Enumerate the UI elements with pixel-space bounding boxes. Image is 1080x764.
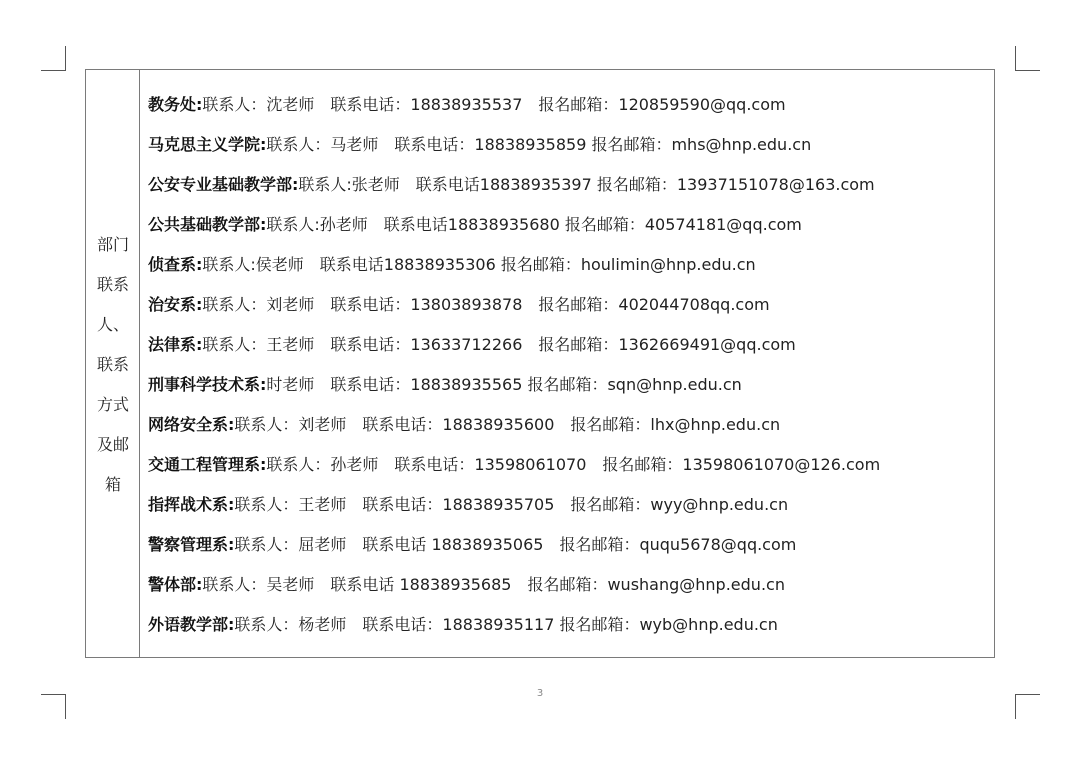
contact-entry (148, 575, 785, 595)
contact-details: 联系人：孙老师 联系电话：13598061070 报名邮箱：13598061070@126.com (266, 455, 881, 474)
department-name: 警体部: (148, 575, 203, 594)
contact-entry (148, 95, 786, 115)
contact-entry (148, 135, 811, 155)
contact-entry (148, 215, 802, 235)
contact-entry (148, 335, 796, 355)
contact-details: 联系人：王老师 联系电话：18838935705 报名邮箱：wyy@hnp.edu.cn (234, 495, 789, 514)
department-name: 公安专业基础教学部: (148, 175, 299, 194)
department-name: 法律系: (148, 335, 203, 354)
contact-entry (148, 615, 778, 635)
department-name: 公共基础教学部: (148, 215, 267, 234)
department-name: 网络安全系: (148, 415, 235, 434)
label-line: 部门 (96, 235, 129, 254)
contact-details: 联系人：沈老师 联系电话：18838935537 报名邮箱：120859590@qq.com (202, 95, 786, 114)
contact-details: 联系人:孙老师 联系电话18838935680 报名邮箱：40574181@qq.com (266, 215, 802, 234)
department-name: 马克思主义学院: (148, 135, 267, 154)
contact-entry (148, 255, 756, 275)
crop-mark-top-left (41, 46, 66, 71)
department-name: 教务处: (148, 95, 203, 114)
contact-details: 时老师 联系电话：18838935565 报名邮箱：sqn@hnp.edu.cn (266, 375, 742, 394)
department-name: 交通工程管理系: (148, 455, 267, 474)
department-name: 指挥战术系: (148, 495, 235, 514)
department-name: 外语教学部: (148, 615, 235, 634)
contact-details: 联系人：杨老师 联系电话：18838935117 报名邮箱：wyb@hnp.edu.cn (234, 615, 778, 634)
contact-entry (148, 375, 742, 395)
department-name: 警察管理系: (148, 535, 235, 554)
contact-details: 联系人:张老师 联系电话18838935397 报名邮箱：13937151078@163.com (298, 175, 875, 194)
label-line: 及邮 (96, 435, 129, 454)
contact-entry (148, 535, 796, 555)
label-line: 联系 (96, 275, 129, 294)
contact-details: 联系人：吴老师 联系电话 18838935685 报名邮箱：wushang@hnp.edu.cn (202, 575, 785, 594)
label-line: 联系 (96, 355, 129, 374)
contact-details: 联系人：刘老师 联系电话：13803893878 报名邮箱：402044708qq.com (202, 295, 770, 314)
department-name: 侦查系: (148, 255, 203, 274)
contact-entry (148, 175, 875, 195)
contact-details: 联系人:侯老师 联系电话18838935306 报名邮箱：houlimin@hnp.edu.cn (202, 255, 756, 274)
crop-mark-top-right (1015, 46, 1040, 71)
label-line: 人、 (96, 315, 129, 334)
contact-entry (148, 295, 770, 315)
contact-details: 联系人：屈老师 联系电话 18838935065 报名邮箱：ququ5678@qq.com (234, 535, 797, 554)
label-line: 方式 (96, 395, 129, 414)
label-line: 箱 (104, 475, 121, 494)
department-name: 治安系: (148, 295, 203, 314)
contact-details: 联系人：马老师 联系电话：18838935859 报名邮箱：mhs@hnp.edu.cn (266, 135, 812, 154)
department-name: 刑事科学技术系: (148, 375, 267, 394)
contact-entry (148, 495, 788, 515)
contact-entry (148, 415, 780, 435)
label-column (86, 70, 140, 657)
contact-table (85, 69, 995, 658)
contact-details: 联系人：王老师 联系电话：13633712266 报名邮箱：1362669491@qq.com (202, 335, 796, 354)
contact-details: 联系人：刘老师 联系电话：18838935600 报名邮箱：lhx@hnp.edu.cn (234, 415, 781, 434)
contact-entry (148, 455, 880, 475)
page-number: 3 (536, 688, 544, 699)
